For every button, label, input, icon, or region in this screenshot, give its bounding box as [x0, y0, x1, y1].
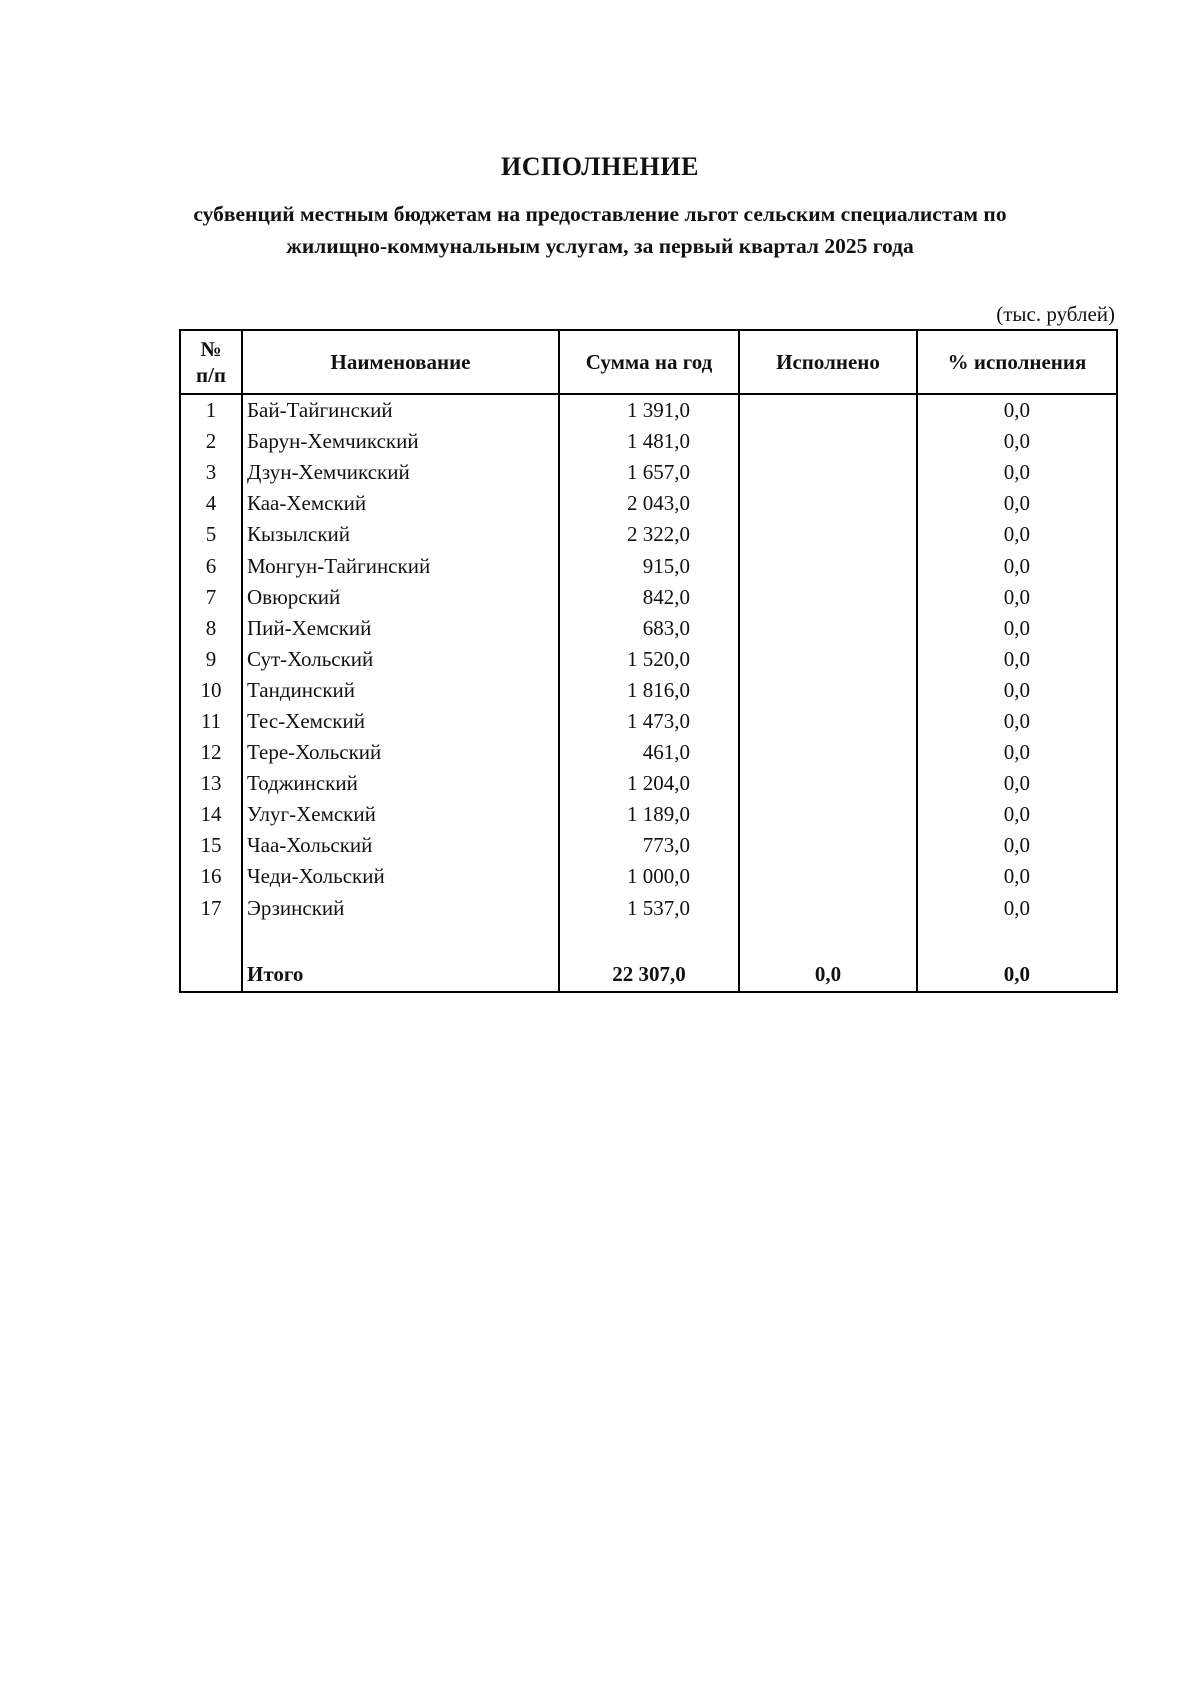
cell-sum: 461,0 [559, 737, 739, 768]
cell-num: 7 [180, 582, 242, 613]
cell-num: 3 [180, 457, 242, 488]
cell-num: 16 [180, 861, 242, 892]
total-pct: 0,0 [917, 959, 1117, 992]
cell-name: Тес-Хемский [242, 706, 559, 737]
cell-done [739, 830, 917, 861]
cell-num: 2 [180, 426, 242, 457]
cell-num: 14 [180, 799, 242, 830]
cell-pct: 0,0 [917, 550, 1117, 581]
cell-done [739, 737, 917, 768]
cell-pct: 0,0 [917, 799, 1117, 830]
document-title: ИСПОЛНЕНИЕ [501, 152, 699, 181]
subtitle-line-2: жилищно-коммунальным услугам, за первый квартал 2025 года [286, 234, 914, 258]
cell-name: Тере-Хольский [242, 737, 559, 768]
table-spacer-row [180, 924, 1117, 959]
cell-name: Овюрский [242, 582, 559, 613]
cell-pct: 0,0 [917, 830, 1117, 861]
total-num [180, 959, 242, 992]
cell-sum: 2 043,0 [559, 488, 739, 519]
cell-done [739, 613, 917, 644]
cell-name: Эрзинский [242, 893, 559, 924]
header-name: Наименование [242, 330, 559, 394]
cell-num: 12 [180, 737, 242, 768]
header-done: Исполнено [739, 330, 917, 394]
cell-sum: 842,0 [559, 582, 739, 613]
table-row [180, 488, 1117, 519]
cell-pct: 0,0 [917, 893, 1117, 924]
cell-sum: 1 204,0 [559, 768, 739, 799]
table-row [180, 861, 1117, 892]
execution-table [179, 329, 1118, 993]
table-row [180, 394, 1117, 426]
cell-num: 1 [180, 394, 242, 426]
cell-done [739, 799, 917, 830]
cell-pct: 0,0 [917, 861, 1117, 892]
spacer-cell [180, 924, 242, 959]
cell-done [739, 488, 917, 519]
cell-name: Бай-Тайгинский [242, 394, 559, 426]
cell-done [739, 644, 917, 675]
table-row [180, 893, 1117, 924]
cell-pct: 0,0 [917, 426, 1117, 457]
cell-sum: 773,0 [559, 830, 739, 861]
cell-name: Чеди-Хольский [242, 861, 559, 892]
table-row [180, 768, 1117, 799]
cell-done [739, 582, 917, 613]
cell-name: Каа-Хемский [242, 488, 559, 519]
cell-num: 4 [180, 488, 242, 519]
cell-name: Монгун-Тайгинский [242, 550, 559, 581]
cell-done [739, 893, 917, 924]
cell-sum: 2 322,0 [559, 519, 739, 550]
table-row [180, 582, 1117, 613]
cell-name: Кызылский [242, 519, 559, 550]
table-row [180, 830, 1117, 861]
cell-done [739, 394, 917, 426]
cell-sum: 683,0 [559, 613, 739, 644]
cell-num: 9 [180, 644, 242, 675]
cell-sum: 1 000,0 [559, 861, 739, 892]
cell-name: Пий-Хемский [242, 613, 559, 644]
cell-num: 11 [180, 706, 242, 737]
cell-sum: 1 657,0 [559, 457, 739, 488]
cell-sum: 1 473,0 [559, 706, 739, 737]
cell-sum: 1 520,0 [559, 644, 739, 675]
cell-pct: 0,0 [917, 457, 1117, 488]
cell-num: 10 [180, 675, 242, 706]
table-total-row [180, 959, 1117, 992]
cell-pct: 0,0 [917, 613, 1117, 644]
cell-sum: 915,0 [559, 550, 739, 581]
cell-name: Улуг-Хемский [242, 799, 559, 830]
cell-pct: 0,0 [917, 644, 1117, 675]
header-pct: % исполнения [917, 330, 1117, 394]
spacer-cell [739, 924, 917, 959]
cell-num: 17 [180, 893, 242, 924]
table-row [180, 644, 1117, 675]
table-row [180, 550, 1117, 581]
table-row [180, 799, 1117, 830]
spacer-cell [242, 924, 559, 959]
cell-num: 8 [180, 613, 242, 644]
cell-sum: 1 537,0 [559, 893, 739, 924]
cell-done [739, 706, 917, 737]
unit-note: (тыс. рублей) [996, 302, 1115, 326]
subtitle-line-1: субвенций местным бюджетам на предоставление льгот сельским специалистам по [193, 202, 1007, 226]
cell-pct: 0,0 [917, 582, 1117, 613]
cell-num: 6 [180, 550, 242, 581]
cell-pct: 0,0 [917, 768, 1117, 799]
total-done: 0,0 [739, 959, 917, 992]
cell-pct: 0,0 [917, 519, 1117, 550]
table-row [180, 519, 1117, 550]
document-subtitle [150, 198, 1050, 262]
header-num [180, 330, 242, 394]
cell-name: Тоджинский [242, 768, 559, 799]
table-row [180, 457, 1117, 488]
table-row [180, 737, 1117, 768]
cell-sum: 1 816,0 [559, 675, 739, 706]
cell-name: Чаа-Хольский [242, 830, 559, 861]
table-row [180, 613, 1117, 644]
cell-name: Сут-Хольский [242, 644, 559, 675]
cell-name: Барун-Хемчикский [242, 426, 559, 457]
spacer-cell [559, 924, 739, 959]
cell-pct: 0,0 [917, 488, 1117, 519]
cell-sum: 1 481,0 [559, 426, 739, 457]
table-row [180, 706, 1117, 737]
cell-pct: 0,0 [917, 394, 1117, 426]
cell-name: Дзун-Хемчикский [242, 457, 559, 488]
header-sum: Сумма на год [559, 330, 739, 394]
cell-done [739, 861, 917, 892]
cell-num: 13 [180, 768, 242, 799]
cell-pct: 0,0 [917, 706, 1117, 737]
header-num-line-1: № [200, 337, 222, 361]
cell-num: 5 [180, 519, 242, 550]
cell-done [739, 426, 917, 457]
table-row [180, 426, 1117, 457]
cell-num: 15 [180, 830, 242, 861]
table-row [180, 675, 1117, 706]
total-label: Итого [242, 959, 559, 992]
table-body [180, 394, 1117, 992]
spacer-cell [917, 924, 1117, 959]
cell-done [739, 550, 917, 581]
table-header-row [180, 330, 1117, 394]
total-sum: 22 307,0 [559, 959, 739, 992]
cell-done [739, 768, 917, 799]
cell-sum: 1 189,0 [559, 799, 739, 830]
cell-pct: 0,0 [917, 675, 1117, 706]
header-num-line-2: п/п [195, 363, 227, 387]
cell-done [739, 675, 917, 706]
cell-name: Тандинский [242, 675, 559, 706]
cell-done [739, 457, 917, 488]
cell-sum: 1 391,0 [559, 394, 739, 426]
cell-pct: 0,0 [917, 737, 1117, 768]
cell-done [739, 519, 917, 550]
